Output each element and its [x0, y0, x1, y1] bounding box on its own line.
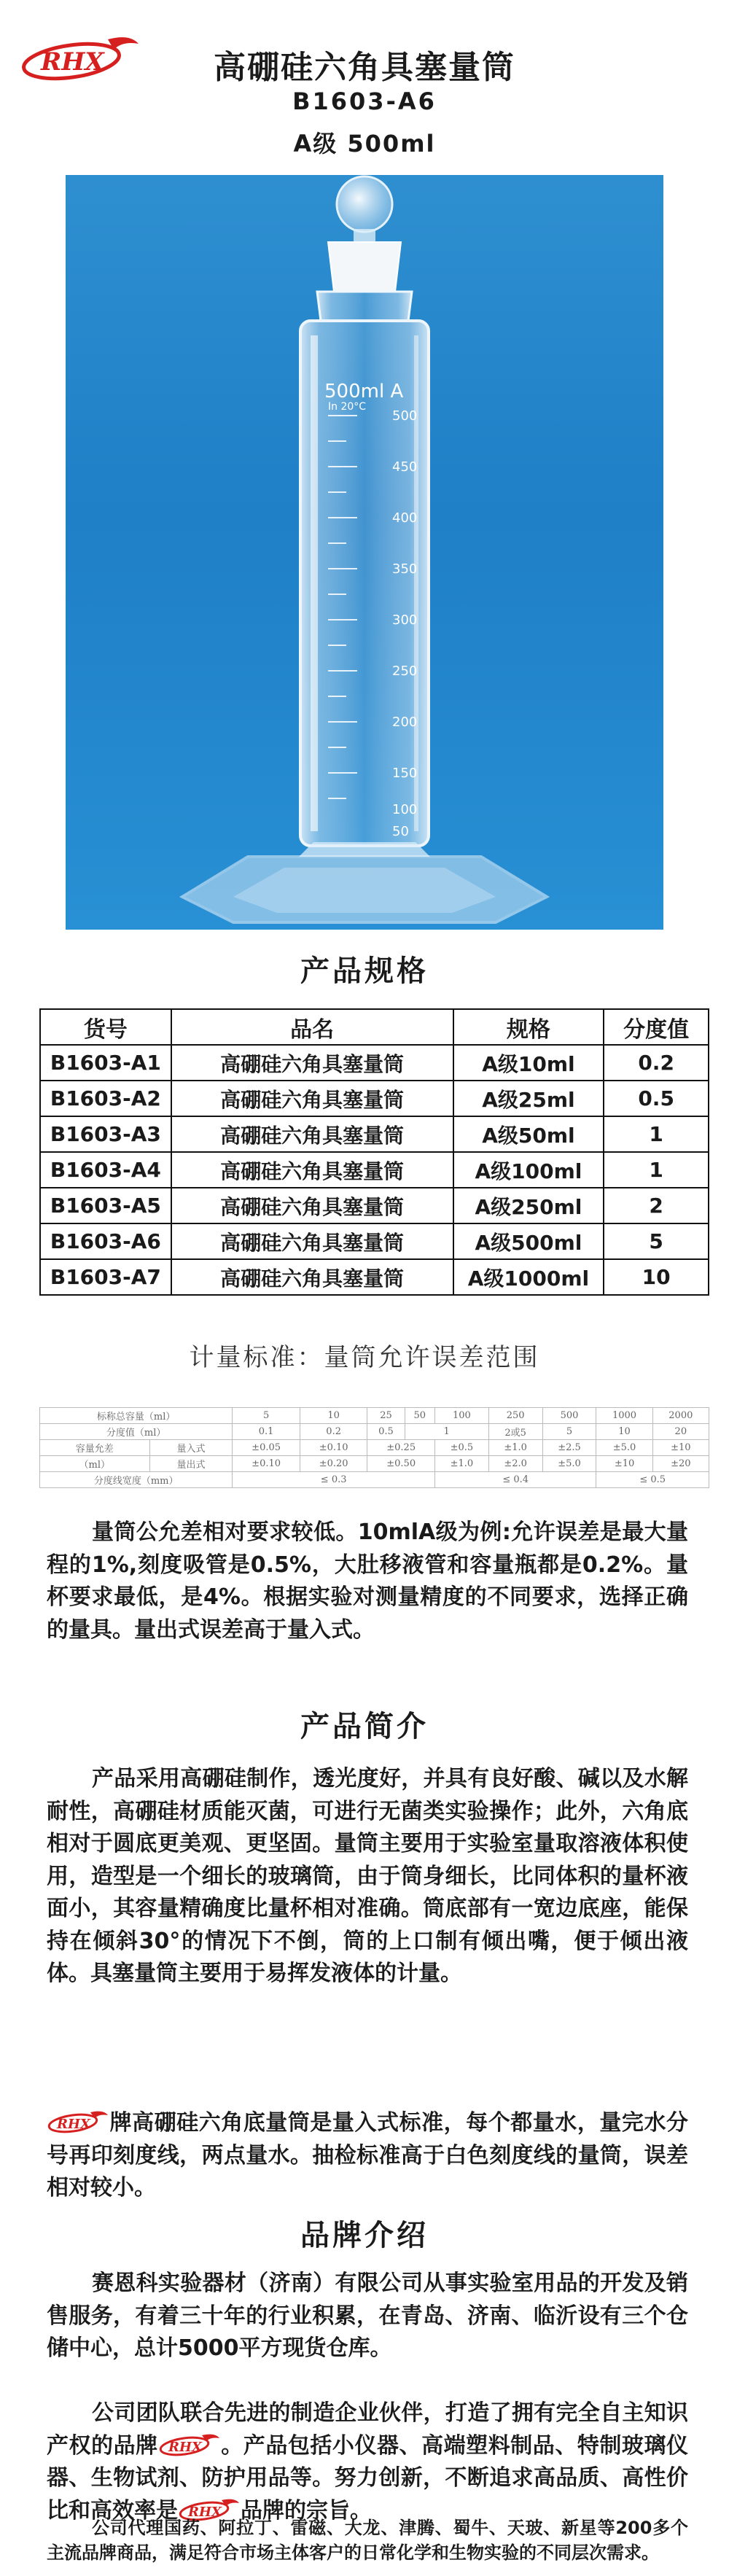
cell-division: 10 [604, 1259, 709, 1295]
scale-label: 300 [392, 612, 418, 628]
tol-cell: ±1.0 [488, 1440, 542, 1456]
cell-division: 5 [604, 1223, 709, 1259]
cell-code: B1603-A5 [40, 1188, 171, 1223]
tol-cell: 分度线宽度（mm） [40, 1472, 233, 1488]
col-header-spec: 规格 [453, 1009, 604, 1045]
tol-cell: ±2.5 [542, 1440, 596, 1456]
tolerance-row [40, 1456, 709, 1472]
tol-cell: 标称总容量（ml） [40, 1408, 233, 1424]
brand-paragraph-part1: 公司团队联合先进的制造企业伙伴，打造了拥有完全自主知识产权的品牌 [47, 2400, 688, 2459]
tol-cell: 1000 [596, 1408, 652, 1424]
cell-code: B1603-A6 [40, 1223, 171, 1259]
tolerance-row [40, 1440, 709, 1456]
cell-name: 高硼硅六角具塞量筒 [171, 1152, 453, 1188]
scale-label: 350 [392, 561, 418, 577]
tol-cell: （ml） [40, 1456, 150, 1472]
tolerance-table [39, 1407, 709, 1488]
tol-cell: 10 [596, 1424, 652, 1440]
brand-paragraph-part2: 。产品包括小仪器、高端塑料制品、特制玻璃仪器、生物试剂、防护用品等。努力创新，不断追求高品质、高性价比和高效率是 [47, 2432, 689, 2524]
cell-code: B1603-A1 [40, 1045, 171, 1081]
scale-label: 50 [392, 824, 409, 839]
cell-code: B1603-A3 [40, 1116, 171, 1152]
cell-division: 1 [604, 1152, 709, 1188]
cell-spec: A级25ml [453, 1081, 604, 1116]
col-header-name: 品名 [171, 1009, 453, 1045]
tol-cell: ≤ 0.4 [434, 1472, 596, 1488]
cell-name: 高硼硅六角具塞量筒 [171, 1045, 453, 1081]
tol-cell: 5 [542, 1424, 596, 1440]
table-row [40, 1152, 709, 1188]
brand-heading: 品牌介绍 [300, 2219, 429, 2252]
table-row [40, 1188, 709, 1223]
brand-standard-text: 牌高硼硅六角底量筒是量入式标准，每个都量水，量完水分号再印刻度线，两点量水。抽检标准高于白色刻度线的量筒，误差相对较小。 [47, 2110, 688, 2201]
brand-mini-logo [47, 2109, 109, 2134]
cylinder-volume-mark: 500ml A [324, 381, 404, 402]
cell-division: 1 [604, 1116, 709, 1152]
scale-label: 500 [392, 408, 418, 424]
brand-standard-paragraph [47, 2107, 688, 2205]
brand-paragraph [47, 2397, 688, 2527]
tol-cell: ±10 [652, 1440, 709, 1456]
cell-spec: A级100ml [453, 1152, 604, 1188]
table-row [40, 1045, 709, 1081]
tolerance-row [40, 1408, 709, 1424]
scale-label: 150 [392, 766, 418, 781]
product-model: B1603-A6 [292, 87, 437, 115]
tol-cell: ±5.0 [596, 1440, 652, 1456]
tol-cell: 容量允差 [40, 1440, 150, 1456]
tol-cell: ±0.05 [233, 1440, 300, 1456]
tol-cell: ±20 [652, 1456, 709, 1472]
tol-cell: ±0.10 [300, 1440, 367, 1456]
tol-cell: ≤ 0.3 [233, 1472, 435, 1488]
tol-cell: 分度值（ml） [40, 1424, 233, 1440]
cell-spec: A级250ml [453, 1188, 604, 1223]
cell-code: B1603-A2 [40, 1081, 171, 1116]
table-row [40, 1081, 709, 1116]
brand-paragraph-part3: 品牌的宗旨。 [241, 2497, 372, 2524]
tol-cell: 5 [233, 1408, 300, 1424]
cell-spec: A级1000ml [453, 1259, 604, 1295]
svg-text:RHX: RHX [41, 47, 104, 77]
graduated-cylinder-image [66, 175, 663, 930]
tol-cell: 2或5 [488, 1424, 542, 1440]
tol-cell: 500 [542, 1408, 596, 1424]
cell-code: B1603-A4 [40, 1152, 171, 1188]
spec-heading: 产品规格 [300, 954, 429, 988]
tolerance-explanation: 量筒公允差相对要求较低。10mlA级为例:允许误差是最大量程的1%,刻度吸管是0.5%，大肚移液管和容量瓶都是0.2%。量杯要求最低，是4%。根据实验对测量精度的不同要求，选择正确的量具。量出式误差高于量入式。 [47, 1519, 688, 1643]
tol-cell: ±5.0 [542, 1456, 596, 1472]
brand-mini-logo [158, 2432, 221, 2457]
scale-label: 200 [392, 715, 418, 730]
cell-division: 2 [604, 1188, 709, 1223]
tol-cell: 25 [367, 1408, 405, 1424]
tol-cell: 50 [405, 1408, 434, 1424]
tol-cell: ≤ 0.5 [596, 1472, 709, 1488]
table-row [40, 1116, 709, 1152]
tol-cell: 0.5 [367, 1424, 405, 1440]
cell-spec: A级50ml [453, 1116, 604, 1152]
agency-paragraph: 公司代理国药、阿拉丁、雷磁、大龙、津腾、蜀牛、天玻、新星等200多个主流品牌商品，满足符合市场主体客户的日常化学和生物实验的不同层次需求。 [47, 2518, 688, 2563]
cell-name: 高硼硅六角具塞量筒 [171, 1223, 453, 1259]
scale-label: 250 [392, 664, 418, 679]
cell-name: 高硼硅六角具塞量筒 [171, 1116, 453, 1152]
tol-cell: ±2.0 [488, 1456, 542, 1472]
tol-cell: 2000 [652, 1408, 709, 1424]
tol-cell: 20 [652, 1424, 709, 1440]
tol-cell: ±0.20 [300, 1456, 367, 1472]
tolerance-row [40, 1472, 709, 1488]
col-header-division: 分度值 [604, 1009, 709, 1045]
tol-cell: 1 [405, 1424, 488, 1440]
tol-cell: 100 [434, 1408, 488, 1424]
intro-paragraph: 产品采用高硼硅制作，透光度好，并具有良好酸、碱以及水解耐性，高硼硅材质能灭菌，可进行无菌类实验操作；此外，六角底相对于圆底更美观、更坚固。量筒主要用于实验室量取溶液体积使用，造型是一个细长的玻璃筒，由于筒身细长，比同体积的量杯液面小，其容量精确度比量杯相对准确。筒底部有一宽边底座，能保持在倾斜30°的情况下不倒，筒的上口制有倾出嘴，便于倾出液体。具塞量筒主要用于易挥发液体的计量。 [47, 1766, 688, 1986]
cell-name: 高硼硅六角具塞量筒 [171, 1188, 453, 1223]
table-row [40, 1259, 709, 1295]
tol-cell: 10 [300, 1408, 367, 1424]
col-header-code: 货号 [40, 1009, 171, 1045]
tol-cell: 250 [488, 1408, 542, 1424]
cell-name: 高硼硅六角具塞量筒 [171, 1081, 453, 1116]
tol-cell: 量出式 [149, 1456, 233, 1472]
company-paragraph: 赛恩科实验器材（济南）有限公司从事实验室用品的开发及销售服务，有着三十年的行业积累，在青岛、济南、临沂设有三个仓储中心，总计5000平方现货仓库。 [47, 2270, 688, 2361]
tol-cell: ±0.25 [367, 1440, 435, 1456]
tol-cell: ±0.10 [233, 1456, 300, 1472]
svg-text:RHX: RHX [57, 2117, 90, 2132]
cell-division: 0.5 [604, 1081, 709, 1116]
tol-cell: ±10 [596, 1456, 652, 1472]
tol-cell: ±0.5 [434, 1440, 488, 1456]
table-row [40, 1223, 709, 1259]
product-grade: A级 500ml [293, 130, 436, 157]
cell-spec: A级500ml [453, 1223, 604, 1259]
cylinder-temp-mark: In 20°C [328, 401, 367, 413]
svg-text:RHX: RHX [168, 2439, 202, 2455]
cell-code: B1603-A7 [40, 1259, 171, 1295]
tol-cell: 0.1 [233, 1424, 300, 1440]
tol-cell: ±0.50 [367, 1456, 435, 1472]
scale-label: 450 [392, 459, 418, 475]
cell-spec: A级10ml [453, 1045, 604, 1081]
scale-label: 400 [392, 510, 418, 526]
intro-heading: 产品简介 [300, 1710, 429, 1743]
tolerance-subtitle: 计量标准：量筒允许误差范围 [189, 1343, 540, 1372]
cell-name: 高硼硅六角具塞量筒 [171, 1259, 453, 1295]
svg-text:RHX: RHX [188, 2504, 222, 2520]
product-title: 高硼硅六角具塞量筒 [214, 49, 515, 86]
scale-label: 100 [392, 802, 418, 817]
tol-cell: 量入式 [149, 1440, 233, 1456]
tol-cell: 0.2 [300, 1424, 367, 1440]
product-photo [66, 175, 663, 930]
spec-table [39, 1008, 709, 1296]
tol-cell: ±1.0 [434, 1456, 488, 1472]
tolerance-row [40, 1424, 709, 1440]
spec-header-row [40, 1009, 709, 1045]
cell-division: 0.2 [604, 1045, 709, 1081]
